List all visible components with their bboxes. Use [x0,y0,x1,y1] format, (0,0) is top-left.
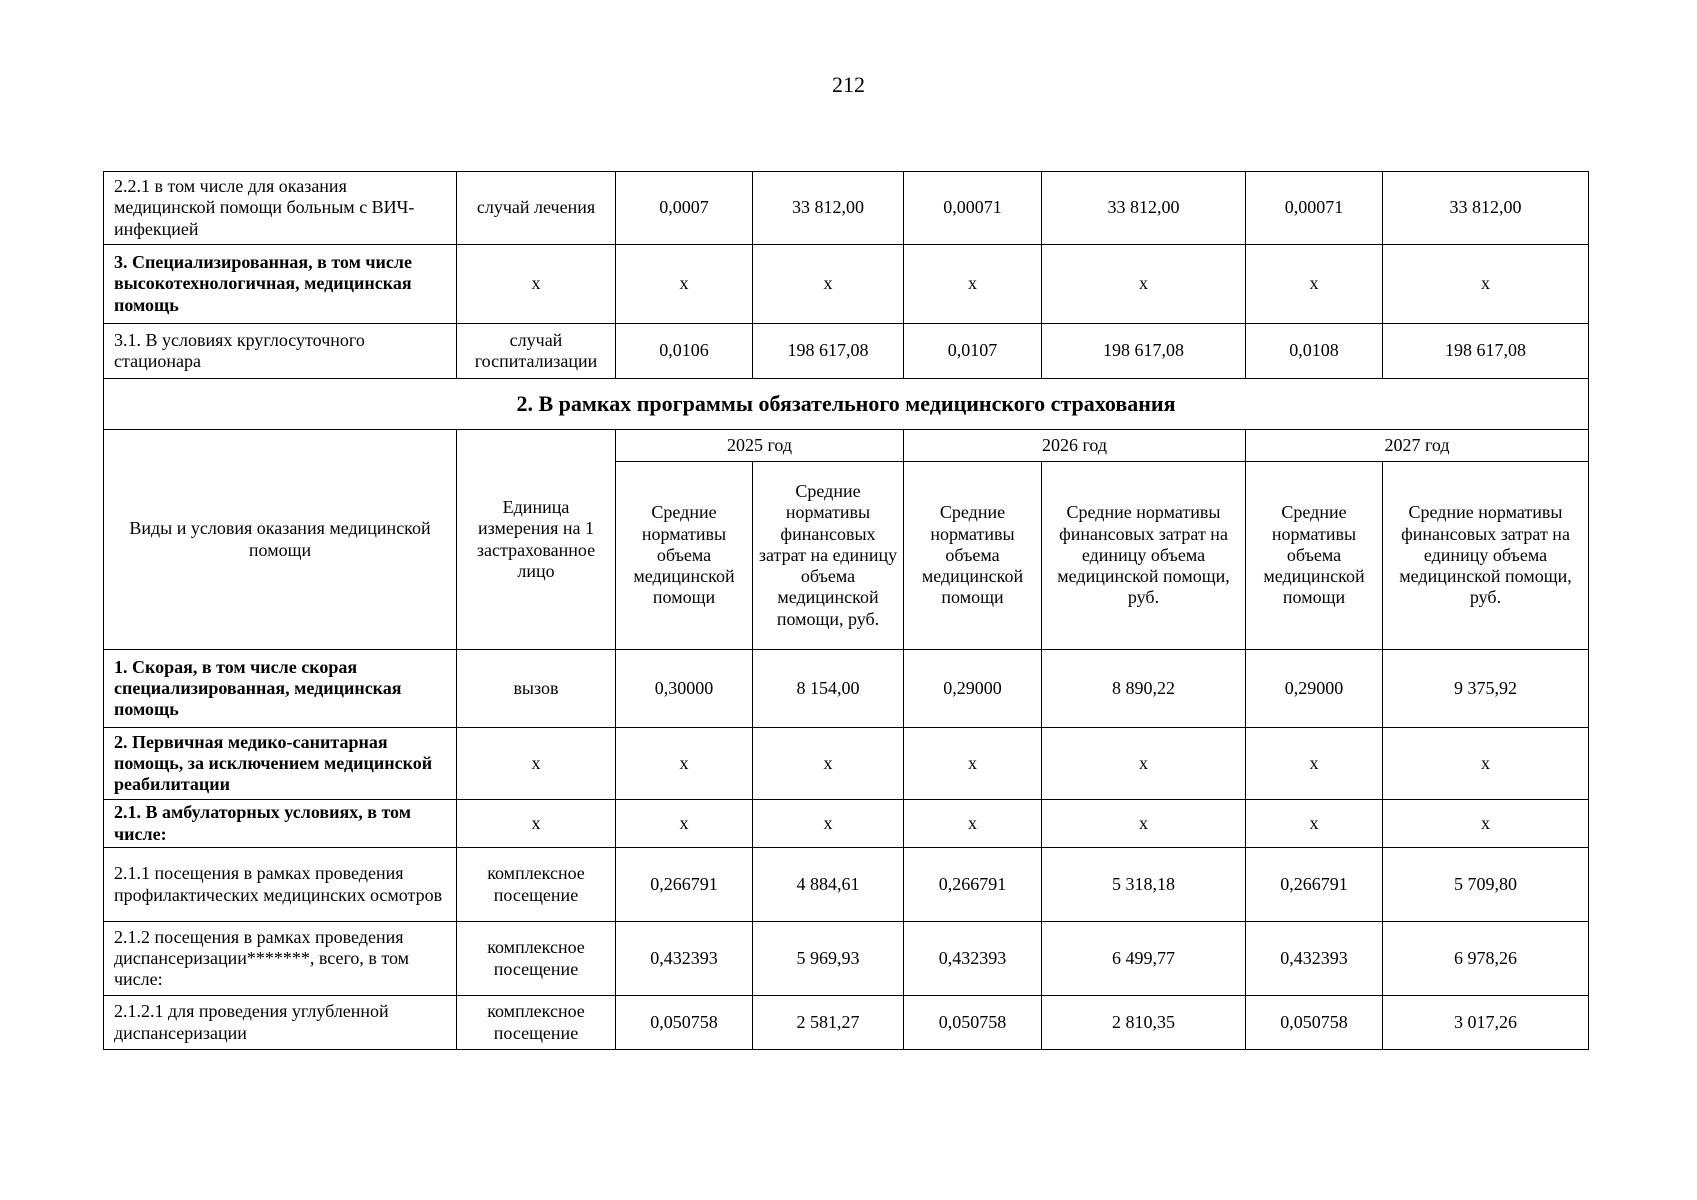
header-kind: Виды и условия оказания медицинской помощи [104,430,457,650]
table-row [104,922,1589,996]
value-cell: х [1042,800,1246,848]
value-cell: х [1246,800,1383,848]
value-cell: 5 969,93 [753,922,904,996]
table-row [104,996,1589,1050]
unit-cell: х [457,245,616,324]
header-cost: Средние нормативы финансовых затрат на единицу объема медицинской помощи, руб. [753,462,904,650]
value-cell: 0,00071 [1246,172,1383,245]
value-cell: х [904,800,1042,848]
value-cell: 8 154,00 [753,650,904,728]
unit-cell: х [457,800,616,848]
header-cost: Средние нормативы финансовых затрат на единицу объема медицинской помощи, руб. [1042,462,1246,650]
value-cell: 0,050758 [904,996,1042,1050]
value-cell: 0,432393 [1246,922,1383,996]
table-row [104,172,1589,245]
value-cell: х [1383,245,1589,324]
value-cell: 0,266791 [616,848,753,922]
value-cell: 0,00071 [904,172,1042,245]
value-cell: х [904,728,1042,800]
value-cell: 33 812,00 [1042,172,1246,245]
value-cell: 0,29000 [1246,650,1383,728]
value-cell: 0,050758 [616,996,753,1050]
header-cost: Средние нормативы финансовых затрат на единицу объема медицинской помощи, руб. [1383,462,1589,650]
value-cell: 0,432393 [904,922,1042,996]
value-cell: х [616,245,753,324]
header-unit: Единица измерения на 1 застрахованное лицо [457,430,616,650]
value-cell: 0,0007 [616,172,753,245]
value-cell: 0,266791 [1246,848,1383,922]
value-cell: х [1042,245,1246,324]
value-cell: х [616,800,753,848]
unit-cell: комплексное посещение [457,996,616,1050]
value-cell: х [1246,245,1383,324]
row-label: 3.1. В условиях круглосуточного стационара [104,324,457,379]
value-cell: 0,050758 [1246,996,1383,1050]
value-cell: 33 812,00 [1383,172,1589,245]
value-cell: 5 709,80 [1383,848,1589,922]
value-cell: 2 810,35 [1042,996,1246,1050]
value-cell: 0,266791 [904,848,1042,922]
unit-cell: комплексное посещение [457,848,616,922]
unit-cell: комплексное посещение [457,922,616,996]
value-cell: 198 617,08 [1383,324,1589,379]
row-label: 2.1.1 посещения в рамках проведения профилактических медицинских осмотров [104,848,457,922]
value-cell: 6 499,77 [1042,922,1246,996]
value-cell: 0,432393 [616,922,753,996]
header-volume: Средние нормативы объема медицинской помощи [904,462,1042,650]
value-cell: х [753,728,904,800]
unit-cell: х [457,728,616,800]
value-cell: 0,0107 [904,324,1042,379]
row-label: 2.2.1 в том числе для оказания медицинской помощи больным с ВИЧ-инфекцией [104,172,457,245]
value-cell: 0,0106 [616,324,753,379]
table-row [104,728,1589,800]
value-cell: 4 884,61 [753,848,904,922]
table-row [104,650,1589,728]
value-cell: х [1383,800,1589,848]
value-cell: 8 890,22 [1042,650,1246,728]
row-label: 3. Специализированная, в том числе высокотехнологичная, медицинская помощь [104,245,457,324]
value-cell: х [753,800,904,848]
header-volume: Средние нормативы объема медицинской помощи [1246,462,1383,650]
header-year: 2026 год [904,430,1246,462]
value-cell: х [1383,728,1589,800]
row-label: 2.1.2 посещения в рамках проведения диспансеризации*******, всего, в том числе: [104,922,457,996]
value-cell: 5 318,18 [1042,848,1246,922]
header-row-years [104,430,1589,462]
value-cell: 198 617,08 [1042,324,1246,379]
value-cell: х [753,245,904,324]
value-cell: 0,30000 [616,650,753,728]
value-cell: х [1246,728,1383,800]
section-row [104,379,1589,430]
row-label: 1. Скорая, в том числе скорая специализированная, медицинская помощь [104,650,457,728]
value-cell: 198 617,08 [753,324,904,379]
unit-cell: случай госпитализации [457,324,616,379]
unit-cell: вызов [457,650,616,728]
value-cell: 2 581,27 [753,996,904,1050]
value-cell: 6 978,26 [1383,922,1589,996]
value-cell: х [1042,728,1246,800]
value-cell: 33 812,00 [753,172,904,245]
norms-table [103,171,1589,1050]
table-row [104,848,1589,922]
value-cell: 0,0108 [1246,324,1383,379]
unit-cell: случай лечения [457,172,616,245]
table-row [104,245,1589,324]
value-cell: 0,29000 [904,650,1042,728]
page-number: 212 [832,72,865,97]
row-label: 2.1. В амбулаторных условиях, в том числе: [104,800,457,848]
table-row [104,324,1589,379]
header-year: 2027 год [1246,430,1589,462]
value-cell: х [616,728,753,800]
header-volume: Средние нормативы объема медицинской помощи [616,462,753,650]
table-row [104,800,1589,848]
value-cell: 9 375,92 [1383,650,1589,728]
row-label: 2.1.2.1 для проведения углубленной диспансеризации [104,996,457,1050]
value-cell: х [904,245,1042,324]
section-title: 2. В рамках программы обязательного медицинского страхования [104,379,1589,430]
value-cell: 3 017,26 [1383,996,1589,1050]
header-year: 2025 год [616,430,904,462]
row-label: 2. Первичная медико-санитарная помощь, за исключением медицинской реабилитации [104,728,457,800]
